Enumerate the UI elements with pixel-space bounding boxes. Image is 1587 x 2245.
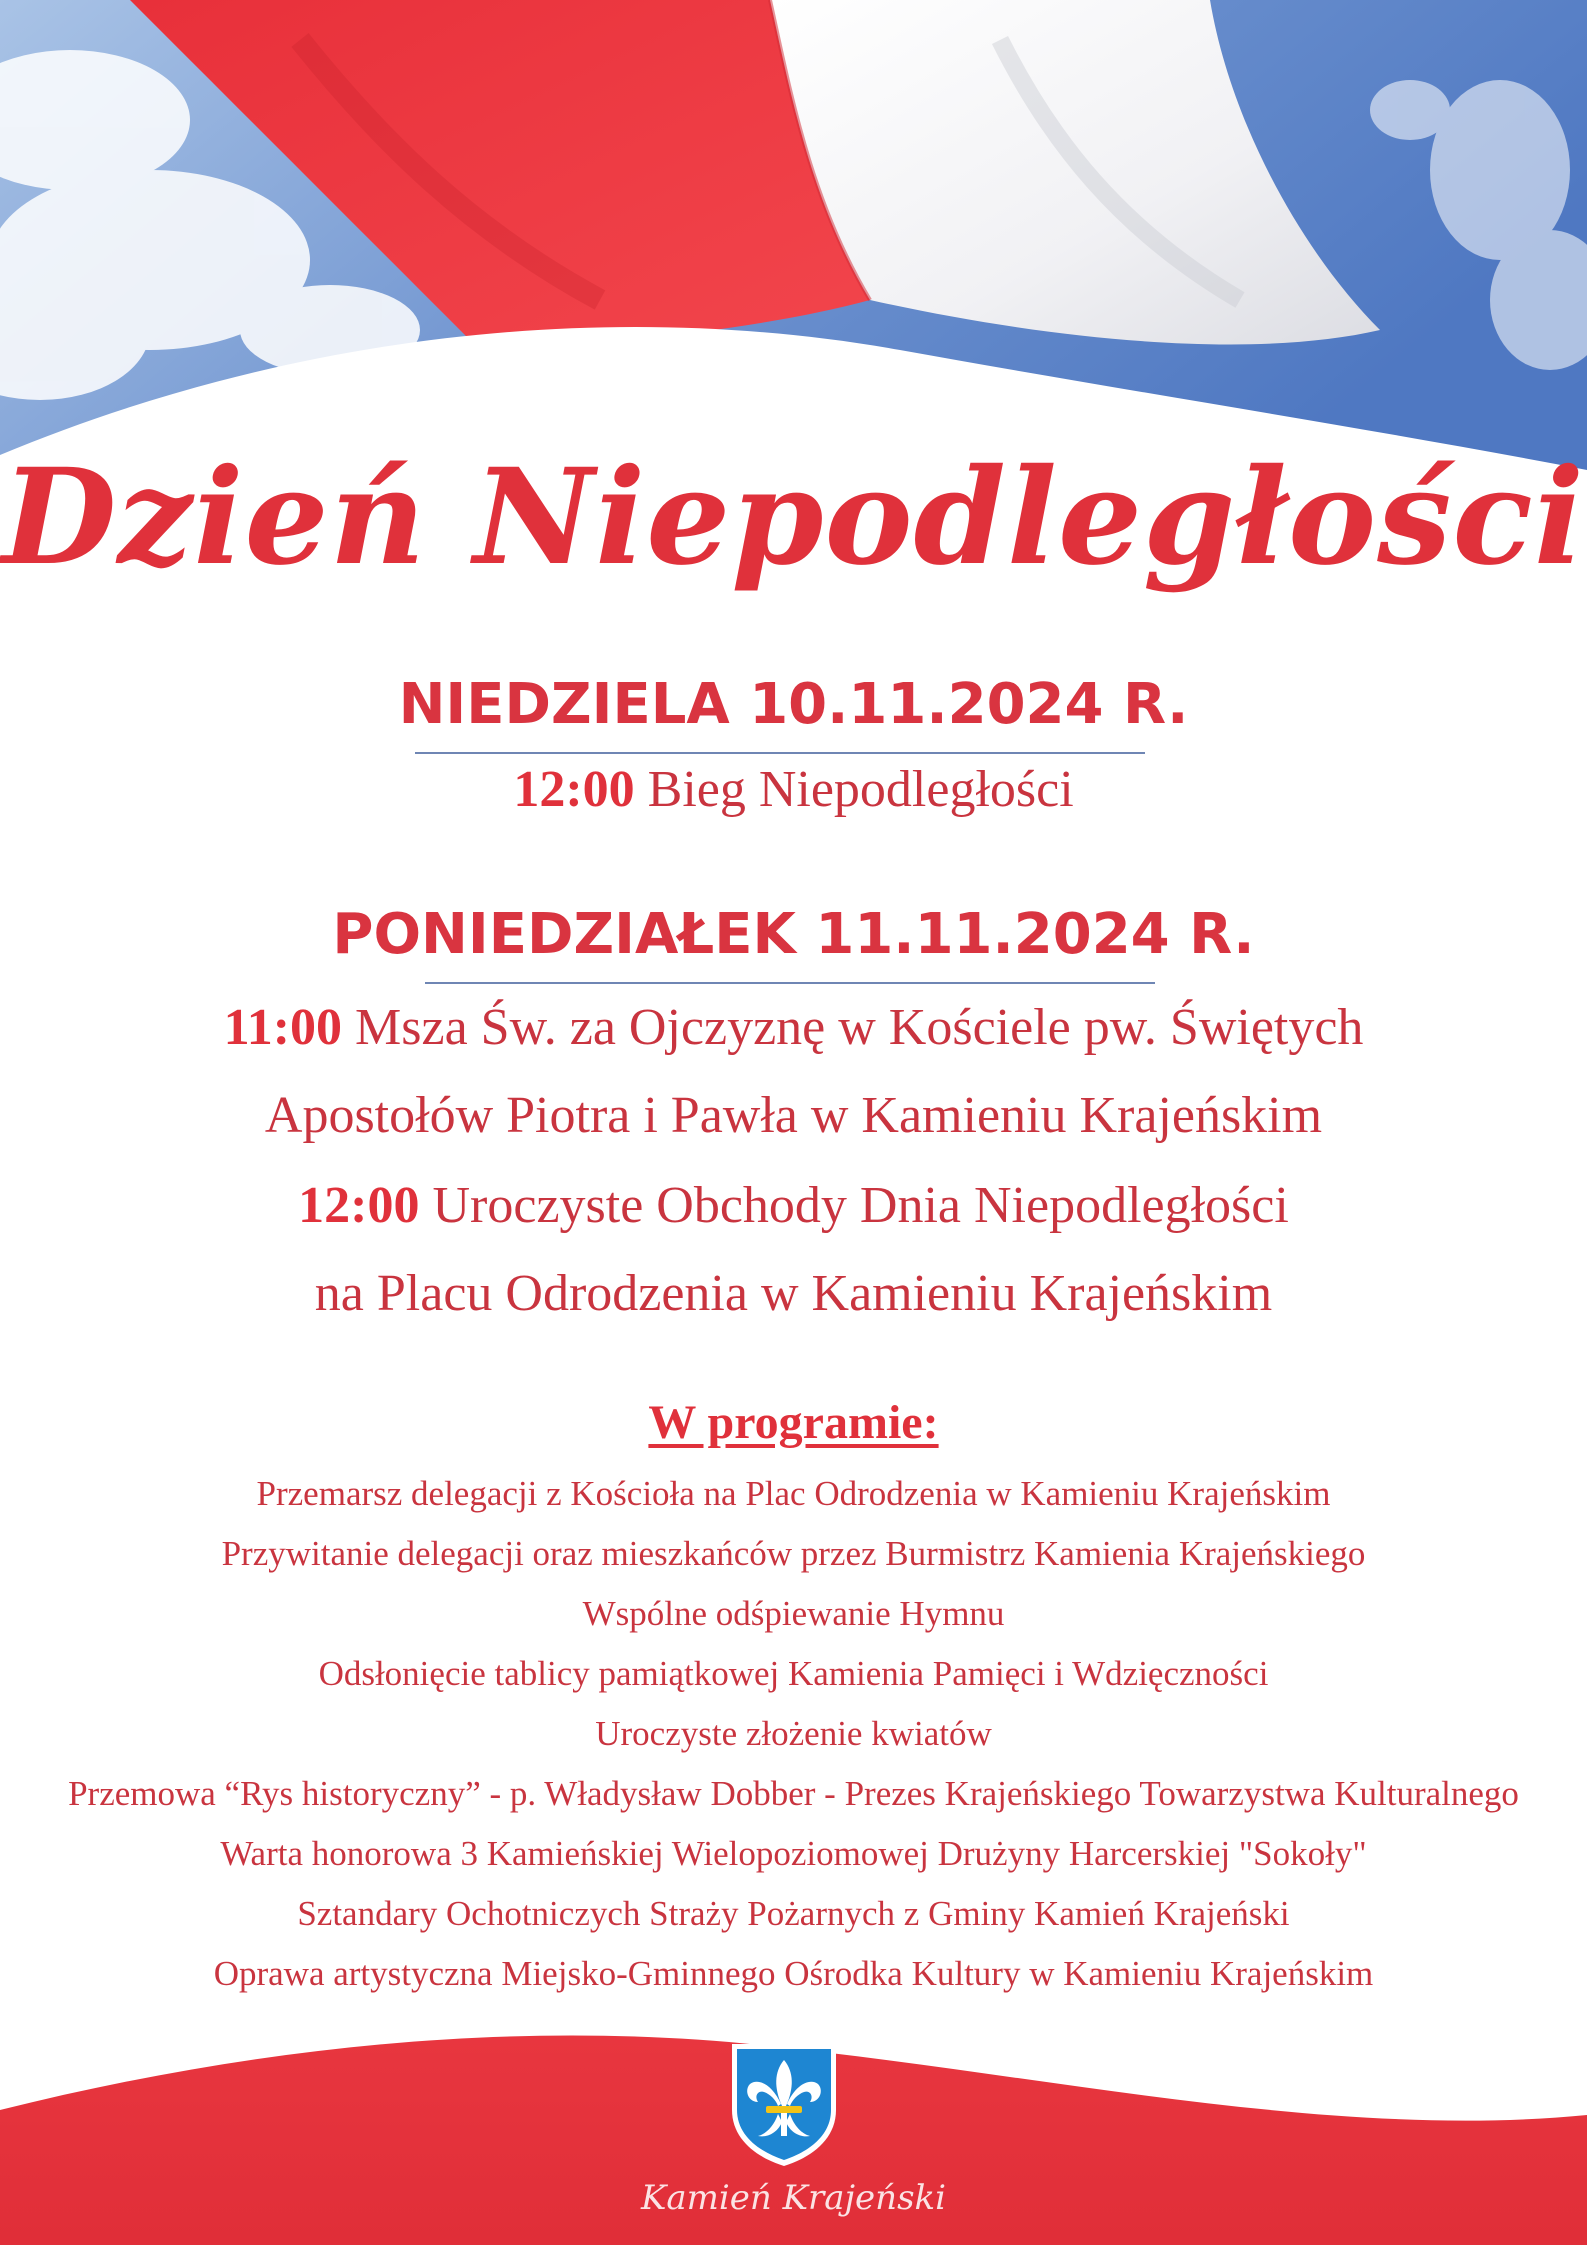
event-text: na Placu Odrodzenia w Kamieniu Krajeńskim bbox=[314, 1265, 1273, 1322]
day-heading-monday: PONIEDZIAŁEK 11.11.2024 R. bbox=[332, 902, 1255, 967]
event-line bbox=[0, 998, 1587, 1057]
event-line bbox=[0, 760, 1587, 819]
program-item: Warta honorowa 3 Kamieńskiej Wielopoziomowej Drużyny Harcerskiej "Sokoły" bbox=[220, 1834, 1367, 1873]
divider bbox=[425, 982, 1155, 984]
day-heading-sunday: NIEDZIELA 10.11.2024 R. bbox=[398, 672, 1189, 737]
page-title: Dzień Niepodległości bbox=[2, 440, 1585, 595]
event-text: Apostołów Piotra i Pawła w Kamieniu Krajeńskim bbox=[264, 1087, 1323, 1144]
program-item: Uroczyste złożenie kwiatów bbox=[595, 1714, 992, 1753]
program-item: Oprawa artystyczna Miejsko-Gminnego Ośrodka Kultury w Kamieniu Krajeńskim bbox=[213, 1954, 1374, 1993]
divider bbox=[415, 752, 1145, 754]
event-text: Msza Św. za Ojczyznę w Kościele pw. Świętych bbox=[355, 999, 1364, 1056]
program-item: Wspólne odśpiewanie Hymnu bbox=[582, 1594, 1005, 1633]
program-item: Przywitanie delegacji oraz mieszkańców przez Burmistrz Kamienia Krajeńskiego bbox=[221, 1534, 1366, 1573]
program-heading: W programie: bbox=[648, 1396, 939, 1449]
program-list bbox=[0, 1464, 1587, 2004]
program-item: Przemarsz delegacji z Kościoła na Plac Odrodzenia w Kamieniu Krajeńskim bbox=[256, 1474, 1331, 1513]
fleur-de-lis-crest-icon bbox=[728, 2040, 840, 2168]
event-time: 12:00 bbox=[513, 761, 635, 818]
program-item: Przemowa “Rys historyczny” - p. Władysław Dobber - Prezes Krajeńskiego Towarzystwa Kulturalnego bbox=[68, 1774, 1519, 1813]
event-line bbox=[0, 1264, 1587, 1323]
program-item: Odsłonięcie tablicy pamiątkowej Kamienia Pamięci i Wdzięczności bbox=[318, 1654, 1269, 1693]
event-line bbox=[0, 1176, 1587, 1235]
event-text: Bieg Niepodległości bbox=[647, 761, 1074, 818]
event-text: Uroczyste Obchody Dnia Niepodległości bbox=[432, 1177, 1289, 1234]
town-name: Kamień Krajeński bbox=[640, 2178, 947, 2218]
event-line bbox=[0, 1086, 1587, 1145]
event-time: 12:00 bbox=[298, 1177, 420, 1234]
event-time: 11:00 bbox=[223, 999, 343, 1056]
program-item: Sztandary Ochotniczych Straży Pożarnych z Gminy Kamień Krajeński bbox=[297, 1894, 1290, 1933]
